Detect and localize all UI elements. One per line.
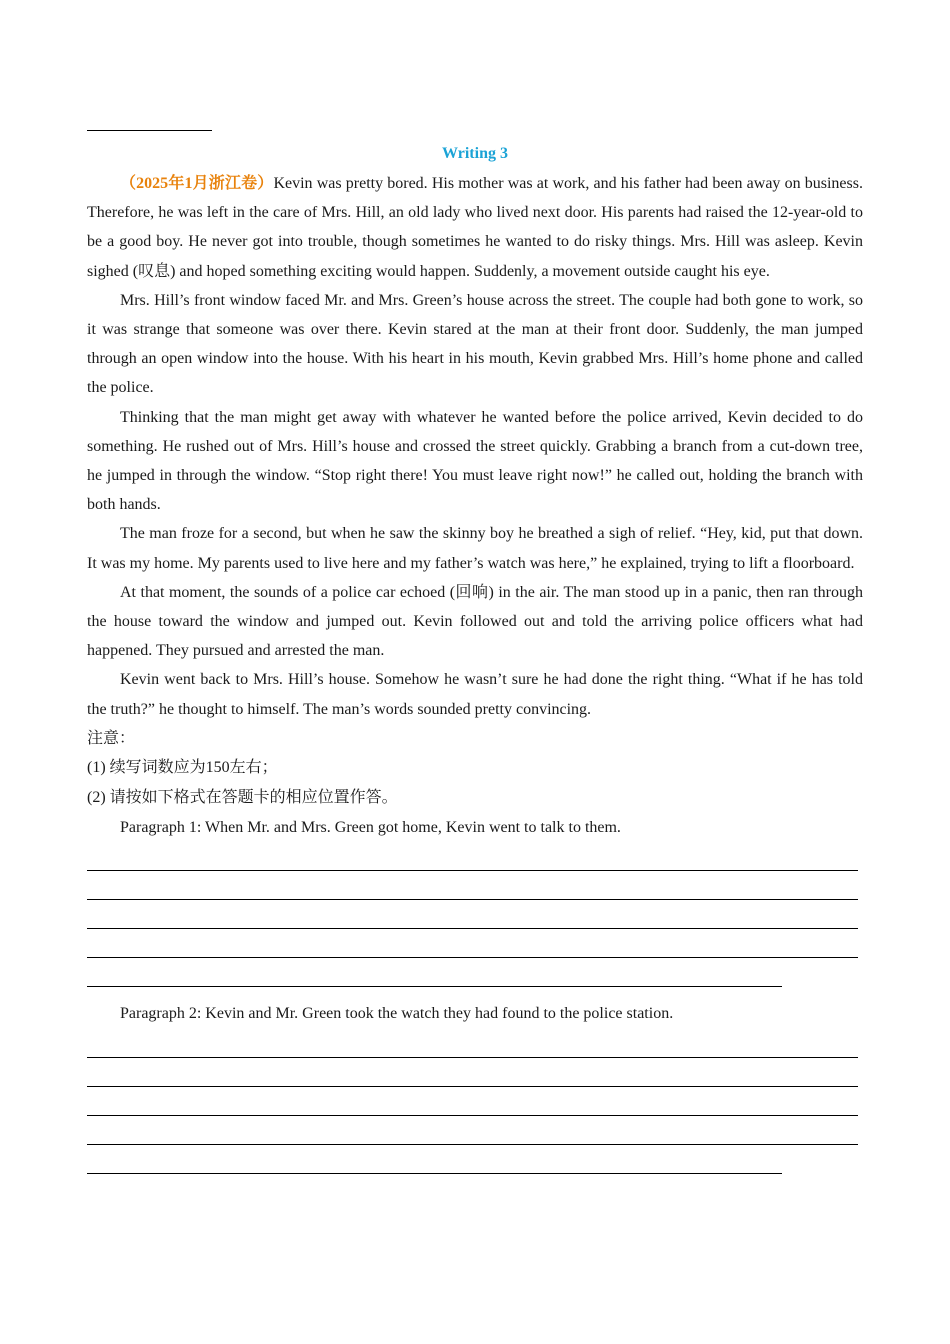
page-title: Writing 3 xyxy=(442,145,508,162)
passage xyxy=(87,169,863,1174)
passage-paragraph-6: Kevin went back to Mrs. Hill’s house. Somehow he wasn’t sure he had done the right thing. “What if he has told the truth?” he thought to himself. The man’s words sounded pretty convincing. xyxy=(87,671,863,718)
answer-line[interactable] xyxy=(87,929,858,958)
answer-line[interactable] xyxy=(87,958,782,987)
passage-paragraph-4: The man froze for a second, but when he saw the skinny boy he breathed a sigh of relief. “Hey, kid, put that down. It was my home. My parents used to live here and my father’s watch was here,” he explained, trying to lift a floorboard. xyxy=(87,525,863,572)
note-item-2: (2) 请按如下格式在答题卡的相应位置作答。 xyxy=(87,789,398,807)
paragraph-1-text: Kevin was pretty bored. His mother was at work, and his father had been away on business. Therefore, he was left in the care of Mrs. Hill, an old lady who lived next door. His parents had raised the 12-year-old to be a good boy. He never got into trouble, though sometimes he wanted to do risky things. Mrs. Hill was asleep. Kevin sighed (叹息) and hoped something exciting would happen. Suddenly, a movement outside caught his eye. xyxy=(87,175,863,280)
passage-paragraph-1 xyxy=(87,169,863,286)
answer-line[interactable] xyxy=(87,1116,858,1145)
answer-line[interactable] xyxy=(87,900,858,929)
passage-paragraph-5: At that moment, the sounds of a police car echoed (回响) in the air. The man stood up in a panic, then ran through the house toward the window and jumped out. Kevin followed out and told the arriving police officers what had happened. They pursued and arrested the man. xyxy=(87,583,863,660)
answer-line[interactable] xyxy=(87,1145,782,1174)
top-divider xyxy=(87,130,212,131)
answer-line[interactable] xyxy=(87,1058,858,1087)
answer-line[interactable] xyxy=(87,842,858,871)
answer-line[interactable] xyxy=(87,1087,858,1116)
note-item-1: (1) 续写词数应为150左右； xyxy=(87,759,278,777)
answer-line[interactable] xyxy=(87,871,858,900)
answer-lines-2 xyxy=(87,1029,863,1174)
paragraph-2-prompt: Paragraph 2: Kevin and Mr. Green took the watch they had found to the police station. xyxy=(120,1005,674,1023)
answer-lines-1 xyxy=(87,842,863,987)
paragraph-1-prompt: Paragraph 1: When Mr. and Mrs. Green got home, Kevin went to talk to them. xyxy=(120,818,621,836)
passage-paragraph-2: Mrs. Hill’s front window faced Mr. and Mrs. Green’s house across the street. The couple had both gone to work, so it was strange that someone was over there. Kevin stared at the man at their front door. Suddenly, the man jumped through an open window into the house. With his heart in his mouth, Kevin grabbed Mrs. Hill’s home phone and called the police. xyxy=(87,291,863,397)
notes-heading: 注意： xyxy=(87,729,136,747)
passage-paragraph-3: Thinking that the man might get away with whatever he wanted before the police arrived, Kevin decided to do something. He rushed out of Mrs. Hill’s house and crossed the street quickly. Grabbing a branch from a cut-down tree, he jumped in through the window. “Stop right there! You must leave right now!” he called out, holding the branch with both hands. xyxy=(87,408,863,514)
answer-line[interactable] xyxy=(87,1029,858,1058)
source-tag: （2025年1月浙江卷） xyxy=(120,175,274,192)
